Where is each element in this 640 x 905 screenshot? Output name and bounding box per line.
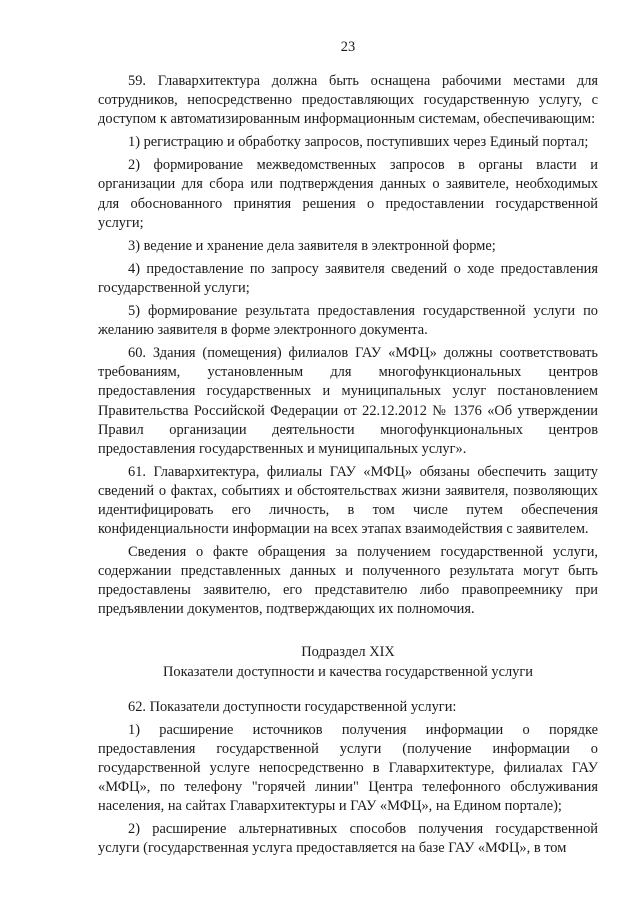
section-gap (98, 624, 598, 642)
list-item-62-2: 2) расширение альтернативных способов получения государственной услуги (государственная услуга предоставляется на базе ГАУ «МФЦ», в том (98, 821, 598, 857)
paragraph-62: 62. Показатели доступности государственной услуги: (128, 698, 457, 715)
list-item-5: 5) формирование результата предоставления государственной услуги по желанию заявителя в форме электронного документа. (98, 303, 598, 339)
section-title: Показатели доступности и качества государственной услуги (163, 663, 533, 680)
paragraph-60: 60. Здания (помещения) филиалов ГАУ «МФЦ» должны соответствовать требованиям, установленным для многофункциональных центров предоставления государственных и муниципальных услуг постановлением Правительства Российской Федерации от 22.12.2012 № 1376 «Об утверждении Правил организации деятельности многофункциональных центров предоставления государственных и муниципальных услуг». (98, 345, 598, 457)
paragraph-61: 61. Главархитектура, филиалы ГАУ «МФЦ» обязаны обеспечить защиту сведений о фактах, событиях и обстоятельствах жизни заявителя, позволяющих идентифицировать его личность, в том числе путем обеспечения конфиденциальности информации на всех этапах взаимодействия с заявителем. (98, 463, 598, 538)
section-heading: Подраздел XIX (301, 643, 395, 660)
document-page (98, 38, 598, 862)
paragraph-59: 59. Главархитектура должна быть оснащена рабочими местами для сотрудников, непосредственно предоставляющих государственную услугу, с доступом к автоматизированным информационным системам, обеспечивающим: (98, 73, 598, 128)
list-item-3: 3) ведение и хранение дела заявителя в электронной форме; (128, 237, 496, 254)
list-item-62-1: 1) расширение источников получения информации о порядке предоставления государственной услуги (получение информации о государственной услуге непосредственно в Главархитектуре, филиалах ГАУ «МФЦ», по телефону "горячей линии" Центра телефонного обслуживания населения, на сайтах Главархитектуры и ГАУ «МФЦ», на Едином портале); (98, 721, 598, 814)
list-item-1: 1) регистрацию и обработку запросов, поступивших через Единый портал; (128, 134, 589, 151)
list-item-2: 2) формирование межведомственных запросов в органы власти и организации для сбора или подтверждения данных о заявителе, необходимых для обоснованного принятия решения о предоставлении государственной услуги; (98, 157, 598, 231)
list-item-4: 4) предоставление по запросу заявителя сведений о ходе предоставления государственной услуги; (98, 260, 598, 296)
page-number: 23 (340, 39, 356, 55)
paragraph-disclosure: Сведения о факте обращения за получением государственной услуги, содержании представленных данных и полученного результата могут быть предоставлены заявителю, его представителю либо правопреемнику при предъявлении документов, подтверждающих их полномочия. (98, 544, 598, 618)
